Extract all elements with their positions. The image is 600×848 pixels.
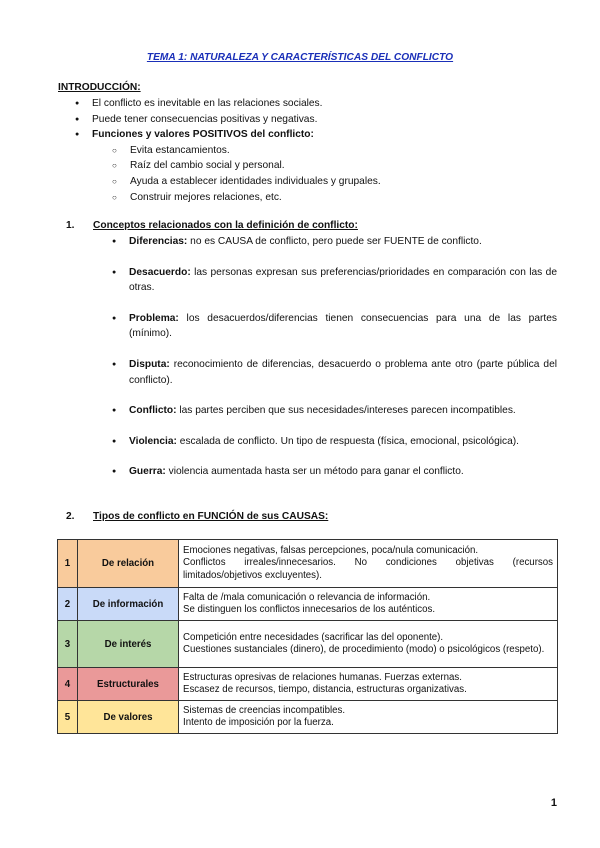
document-title: TEMA 1: NATURALEZA Y CARACTERÍSTICAS DEL CONFLICTO [146, 52, 454, 63]
definition-item [112, 403, 557, 419]
definition-text: no es CAUSA de conflicto, pero puede ser FUENTE de conflicto. [187, 236, 482, 247]
functions-sublist [92, 143, 558, 205]
function-item: ○ Ayuda a establecer identidades individuales y grupales. [92, 174, 558, 190]
intro-item: ● Puede tener consecuencias positivas y negativas. [58, 112, 558, 128]
conflict-type-description [179, 701, 558, 734]
table-row [58, 701, 558, 734]
definition-item [112, 265, 557, 296]
section-title: Tipos de conflicto en FUNCIÓN de sus CAUSAS: [93, 511, 329, 522]
definition-item [112, 464, 557, 480]
conflict-type-description [179, 540, 558, 588]
page-number: 1 [550, 797, 557, 809]
conflict-type-description [179, 588, 558, 621]
definition-term: Conflicto: [129, 405, 177, 417]
function-item: ○ Evita estancamientos. [92, 143, 558, 159]
table-row [58, 540, 558, 588]
row-number: 2 [58, 588, 78, 621]
definitions-list [112, 234, 557, 495]
definition-item [112, 234, 557, 250]
definition-text: las partes perciben que sus necesidades/intereses parecen incompatibles. [176, 405, 516, 417]
row-number: 1 [58, 540, 78, 588]
function-item: ○ Construir mejores relaciones, etc. [92, 190, 558, 206]
definition-text: las personas expresan sus preferencias/prioridades en comparación con las de otras. [129, 266, 557, 294]
definition-text: escalada de conflicto. Un tipo de respuesta (física, emocional, psicológica). [176, 435, 519, 447]
intro-item: ● El conflicto es inevitable en las relaciones sociales. [58, 96, 558, 112]
conflict-type-label: De información [78, 588, 179, 621]
definition-term: Violencia: [129, 435, 177, 447]
section-number: 2. [66, 511, 75, 522]
intro-item-functions [58, 127, 558, 205]
row-number: 4 [58, 668, 78, 701]
description-line: Sistemas de creencias incompatibles. [183, 704, 346, 716]
description-line: Falta de /mala comunicación o relevancia de información. [183, 591, 431, 603]
section-1-heading [66, 220, 546, 231]
conflict-type-label: De valores [78, 701, 179, 734]
conflict-type-label: Estructurales [78, 668, 179, 701]
section-title: Conceptos relacionados con la definición de conflicto: [93, 220, 358, 231]
conflict-type-label: De relación [78, 540, 179, 588]
section-2-heading [66, 511, 546, 522]
definition-text: violencia aumentada hasta ser un método para ganar el conflicto. [165, 466, 464, 478]
intro-item-label: Funciones y valores POSITIVOS del conflicto: [92, 129, 314, 141]
description-line: Cuestiones sustanciales (dinero), de procedimiento (modo) o psicológicos (respeto). [183, 644, 545, 655]
row-number: 3 [58, 621, 78, 668]
definition-item [112, 357, 557, 388]
conflict-type-description [179, 621, 558, 668]
description-line: Se distinguen los conflictos innecesarios de los auténticos. [183, 604, 436, 615]
description-line: Conflictos irreales/innecesarios. No condiciones objetivas (recursos limitados/objetivos excluyentes). [183, 557, 553, 581]
function-item: ○ Raíz del cambio social y personal. [92, 158, 558, 174]
conflict-type-label: De interés [78, 621, 179, 668]
definition-text: reconocimiento de diferencias, desacuerdo o problema ante otro (parte pública del conflicto). [129, 358, 557, 386]
table-row [58, 668, 558, 701]
description-line: Escasez de recursos, tiempo, distancia, estructuras organizativas. [183, 684, 467, 695]
definition-term: Problema: [129, 312, 179, 324]
definition-term: Desacuerdo: [129, 266, 191, 278]
intro-list [58, 96, 558, 205]
intro-heading: INTRODUCCIÓN: [58, 82, 141, 93]
definition-term: Guerra: [129, 466, 166, 478]
definition-text: los desacuerdos/diferencias tienen consecuencias para una de las partes (mínimo). [129, 312, 557, 340]
row-number: 5 [58, 701, 78, 734]
table-row [58, 588, 558, 621]
definition-item [112, 434, 557, 450]
description-line: Competición entre necesidades (sacrificar las del oponente). [183, 631, 444, 643]
definition-term: Diferencias: [129, 236, 188, 247]
conflict-type-description [179, 668, 558, 701]
description-line: Emociones negativas, falsas percepciones, poca/nula comunicación. [183, 544, 479, 556]
description-line: Estructuras opresivas de relaciones humanas. Fuerzas externas. [183, 671, 462, 683]
table-row [58, 621, 558, 668]
definition-term: Disputa: [129, 358, 170, 370]
conflict-types-table [57, 539, 558, 734]
section-number: 1. [66, 220, 75, 231]
definition-item [112, 311, 557, 342]
description-line: Intento de imposición por la fuerza. [183, 717, 334, 728]
